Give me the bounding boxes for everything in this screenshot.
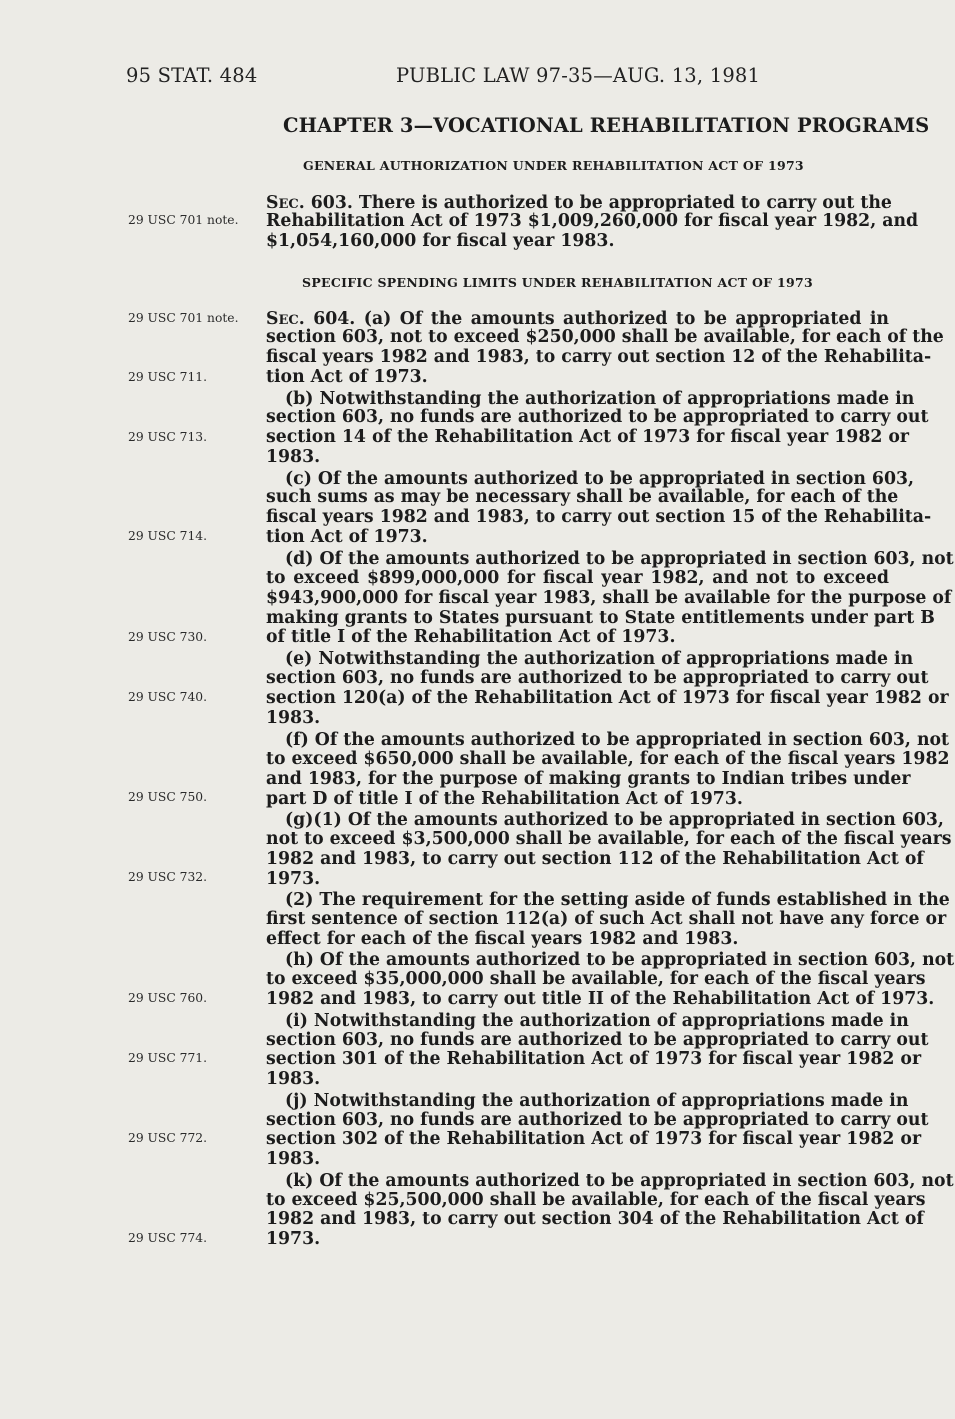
body-line: (e) Notwithstanding the authorization of appropriations made in xyxy=(285,649,914,669)
body-line: (d) Of the amounts authorized to be appropriated in section 603, not xyxy=(285,549,954,569)
body-line: 1982 and 1983, to carry out section 304 of the Rehabilitation Act of xyxy=(266,1209,924,1229)
section-heading: GENERAL AUTHORIZATION UNDER REHABILITATION ACT OF 1973 xyxy=(303,158,804,173)
margin-citation: 29 USC 774. xyxy=(128,1231,208,1245)
section-heading: SPECIFIC SPENDING LIMITS UNDER REHABILITATION ACT OF 1973 xyxy=(302,275,813,290)
body-line: (i) Notwithstanding the authorization of appropriations made in xyxy=(285,1011,909,1031)
margin-citation: 29 USC 701 note. xyxy=(128,213,239,227)
body-line: section 302 of the Rehabilitation Act of 1973 for fiscal year 1982 or xyxy=(266,1129,922,1149)
body-line: 1983. xyxy=(266,1149,321,1169)
body-line: not to exceed $3,500,000 shall be available, for each of the fiscal years xyxy=(266,829,952,849)
body-line: section 603, no funds are authorized to be appropriated to carry out xyxy=(266,407,929,427)
body-line: 1973. xyxy=(266,1229,321,1249)
body-line: section 14 of the Rehabilitation Act of 1973 for fiscal year 1982 or xyxy=(266,427,910,447)
body-line: tion Act of 1973. xyxy=(266,367,428,387)
margin-citation: 29 USC 714. xyxy=(128,529,208,543)
body-line: (2) The requirement for the setting aside of funds established in the xyxy=(285,890,950,910)
margin-citation: 29 USC 730. xyxy=(128,630,208,644)
body-line: Rehabilitation Act of 1973 $1,009,260,000 for fiscal year 1982, and xyxy=(266,211,919,231)
body-line: section 603, no funds are authorized to be appropriated to carry out xyxy=(266,1030,929,1050)
statute-page-number: 95 STAT. 484 xyxy=(126,64,258,87)
margin-citation: 29 USC 713. xyxy=(128,430,208,444)
body-line: effect for each of the fiscal years 1982 and 1983. xyxy=(266,929,739,949)
body-line: $943,900,000 for fiscal year 1983, shall be available for the purpose of xyxy=(266,588,952,608)
body-line: $1,054,160,000 for fiscal year 1983. xyxy=(266,231,615,251)
margin-citation: 29 USC 772. xyxy=(128,1131,208,1145)
body-line: to exceed $899,000,000 for fiscal year 1982, and not to exceed xyxy=(266,568,889,588)
body-line: 1983. xyxy=(266,708,321,728)
margin-citation: 29 USC 750. xyxy=(128,790,208,804)
chapter-title: CHAPTER 3—VOCATIONAL REHABILITATION PROGRAMS xyxy=(283,114,930,137)
body-line: (h) Of the amounts authorized to be appropriated in section 603, not xyxy=(285,950,955,970)
body-line: section 120(a) of the Rehabilitation Act of 1973 for fiscal year 1982 or xyxy=(266,688,949,708)
body-line: (j) Notwithstanding the authorization of appropriations made in xyxy=(285,1091,909,1111)
body-line: such sums as may be necessary shall be available, for each of the xyxy=(266,487,899,507)
body-line: section 301 of the Rehabilitation Act of 1973 for fiscal year 1982 or xyxy=(266,1049,922,1069)
body-line: SEC. 603. There is authorized to be appropriated to carry out the xyxy=(266,193,892,213)
margin-citation: 29 USC 732. xyxy=(128,870,208,884)
body-line: to exceed $25,500,000 shall be available, for each of the fiscal years xyxy=(266,1190,926,1210)
body-line: fiscal years 1982 and 1983, to carry out section 12 of the Rehabilita- xyxy=(266,347,932,367)
body-line: to exceed $35,000,000 shall be available, for each of the fiscal years xyxy=(266,969,926,989)
body-line: (k) Of the amounts authorized to be appropriated in section 603, not xyxy=(285,1171,954,1191)
sec-abbrev: SEC xyxy=(266,193,299,213)
body-line: (c) Of the amounts authorized to be appropriated in section 603, xyxy=(285,469,915,489)
body-line: section 603, no funds are authorized to be appropriated to carry out xyxy=(266,1110,929,1130)
body-line: part D of title I of the Rehabilitation Act of 1973. xyxy=(266,789,743,809)
margin-citation: 29 USC 701 note. xyxy=(128,311,239,325)
body-line: (b) Notwithstanding the authorization of appropriations made in xyxy=(285,389,915,409)
body-line: 1982 and 1983, to carry out section 112 of the Rehabilitation Act of xyxy=(266,849,924,869)
margin-citation: 29 USC 760. xyxy=(128,991,208,1005)
body-line: tion Act of 1973. xyxy=(266,527,428,547)
body-line: (f) Of the amounts authorized to be appropriated in section 603, not xyxy=(285,730,950,750)
body-line: and 1983, for the purpose of making grants to Indian tribes under xyxy=(266,769,911,789)
public-law-heading: PUBLIC LAW 97-35—AUG. 13, 1981 xyxy=(396,64,761,87)
sec-abbrev: SEC xyxy=(266,309,299,329)
body-line: first sentence of section 112(a) of such Act shall not have any force or xyxy=(266,909,947,929)
body-line: making grants to States pursuant to State entitlements under part B xyxy=(266,608,935,628)
body-line: section 603, not to exceed $250,000 shall be available, for each of the xyxy=(266,327,944,347)
body-line: 1983. xyxy=(266,1069,321,1089)
body-line: SEC. 604. (a) Of the amounts authorized to be appropriated in xyxy=(266,309,889,329)
body-line: fiscal years 1982 and 1983, to carry out section 15 of the Rehabilita- xyxy=(266,507,932,527)
body-line: (g)(1) Of the amounts authorized to be appropriated in section 603, xyxy=(285,810,944,830)
body-line: section 603, no funds are authorized to be appropriated to carry out xyxy=(266,668,929,688)
body-line: 1973. xyxy=(266,869,321,889)
body-line: of title I of the Rehabilitation Act of 1973. xyxy=(266,627,676,647)
body-line: 1982 and 1983, to carry out title II of the Rehabilitation Act of 1973. xyxy=(266,989,935,1009)
margin-citation: 29 USC 771. xyxy=(128,1051,208,1065)
margin-citation: 29 USC 740. xyxy=(128,690,208,704)
body-line: to exceed $650,000 shall be available, for each of the fiscal years 1982 xyxy=(266,749,950,769)
margin-citation: 29 USC 711. xyxy=(128,370,208,384)
body-line: 1983. xyxy=(266,447,321,467)
